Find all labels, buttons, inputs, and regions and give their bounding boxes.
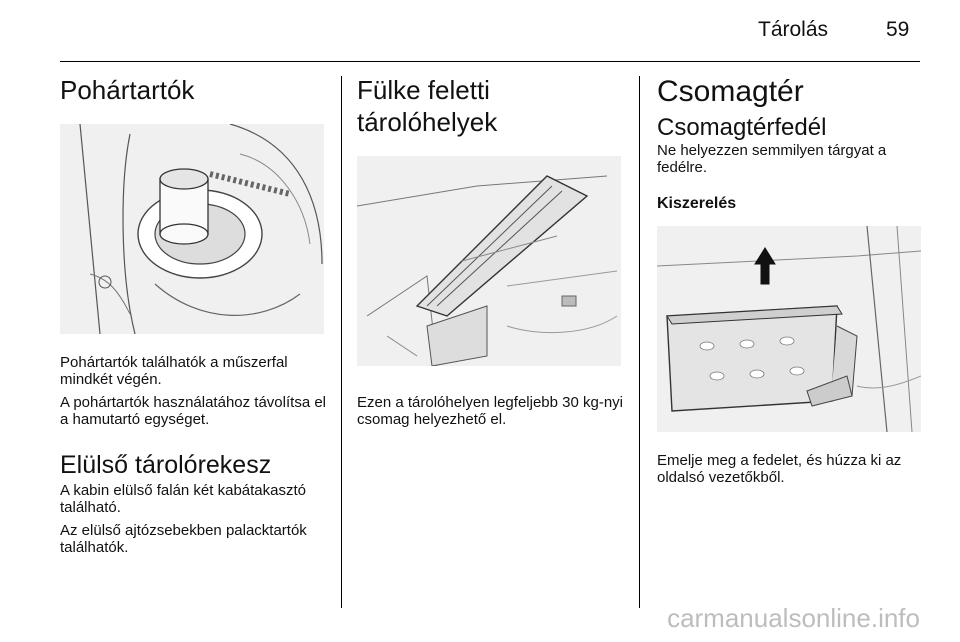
column-divider-1: [341, 76, 342, 608]
page-number: 59: [886, 18, 910, 41]
heading-cargo-cover: Csomagtérfedél: [657, 114, 827, 141]
heading-cupholders: Pohártartók: [60, 75, 195, 105]
removal-text: Emelje meg a fedelet, és húzza ki az oldalsó vezetőkből.: [657, 452, 902, 486]
header-rule: [60, 61, 920, 62]
overhead-storage-illustration: [357, 156, 621, 366]
section-title: Tárolás: [758, 18, 829, 41]
heading-cargo-area: Csomagtér: [657, 75, 804, 108]
cargo-cover-text: Ne helyezzen semmilyen tárgyat a fedélre.: [657, 142, 887, 176]
heading-removal: Kiszerelés: [657, 195, 737, 212]
overhead-storage-text: Ezen a tárolóhelyen legfeljebb 30 kg-nyi csomag helyezhető el.: [357, 394, 624, 428]
column-divider-2: [639, 76, 640, 608]
heading-overhead-storage: Fülke feletti tárolóhelyek: [357, 75, 498, 137]
front-storage-text-1: A kabin elülső falán két kabátakasztó található.: [60, 482, 306, 516]
page-header: [0, 12, 960, 52]
column-cargo-area: [657, 74, 923, 486]
cargo-cover-removal-illustration: [657, 226, 921, 432]
front-storage-text-2: Az elülső ajtózsebekben palacktartók találhatók.: [60, 522, 307, 556]
cupholder-illustration: [60, 124, 324, 334]
watermark: carmanualsonline.info: [667, 603, 920, 633]
column-overhead-storage: [357, 74, 623, 428]
cupholder-text-1: Pohártartók találhatók a műszerfal mindkét végén.: [60, 354, 288, 388]
column-cupholders: [60, 74, 326, 556]
cupholder-text-2: A pohártartók használatához távolítsa el a hamutartó egységet.: [60, 394, 327, 428]
heading-front-storage: Elülső tárolórekesz: [60, 451, 272, 479]
